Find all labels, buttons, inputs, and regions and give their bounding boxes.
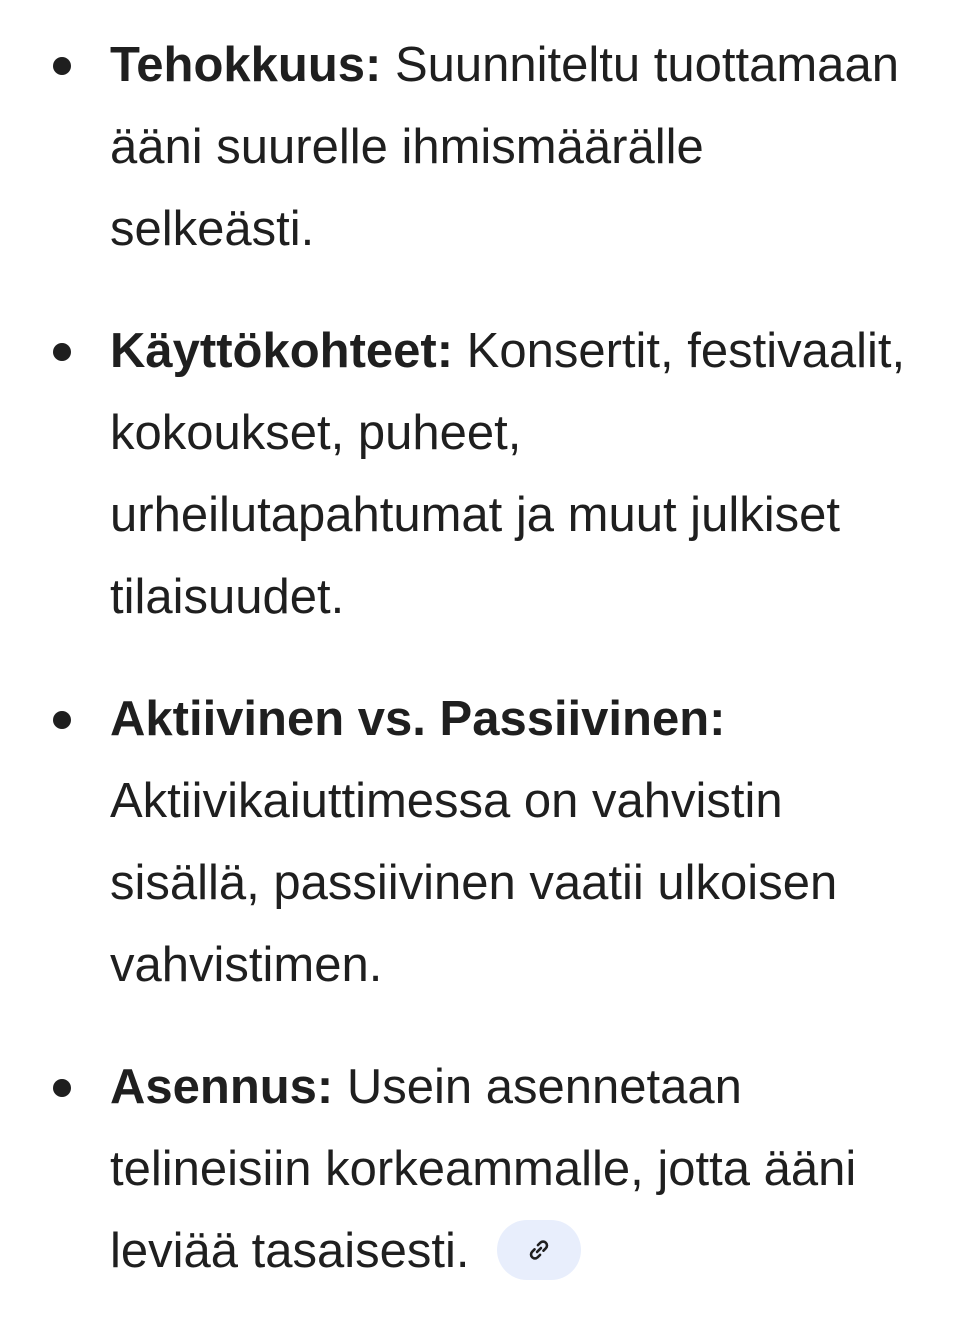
item-text: Konsertit, festivaalit, kokoukset, puheet, urheilutapahtumat ja muut julkiset tilaisuudet.	[110, 324, 906, 624]
list-item	[0, 1046, 960, 1292]
item-term: Asennus:	[110, 1060, 347, 1114]
list-item	[0, 678, 960, 1006]
item-term: Tehokkuus:	[110, 38, 395, 92]
link-icon	[526, 1237, 552, 1263]
bullet-dot	[53, 711, 71, 729]
list-item	[0, 24, 960, 270]
bullet-dot	[53, 1079, 71, 1097]
list-item	[0, 310, 960, 638]
bullet-list	[0, 24, 960, 1332]
item-text: Suunniteltu tuottamaan ääni suurelle ihmismäärälle selkeästi.	[110, 38, 899, 256]
source-link-chip[interactable]	[497, 1220, 581, 1280]
item-text: Usein asennetaan telineisiin korkeammalle, jotta ääni leviää tasaisesti.	[110, 1060, 857, 1278]
item-term: Käyttökohteet:	[110, 324, 467, 378]
bullet-dot	[53, 343, 71, 361]
bullet-dot	[53, 57, 71, 75]
item-text: Aktiivikaiuttimessa on vahvistin sisällä, passiivinen vaatii ulkoisen vahvistimen.	[110, 774, 838, 992]
item-term: Aktiivinen vs. Passiivinen:	[110, 692, 726, 746]
